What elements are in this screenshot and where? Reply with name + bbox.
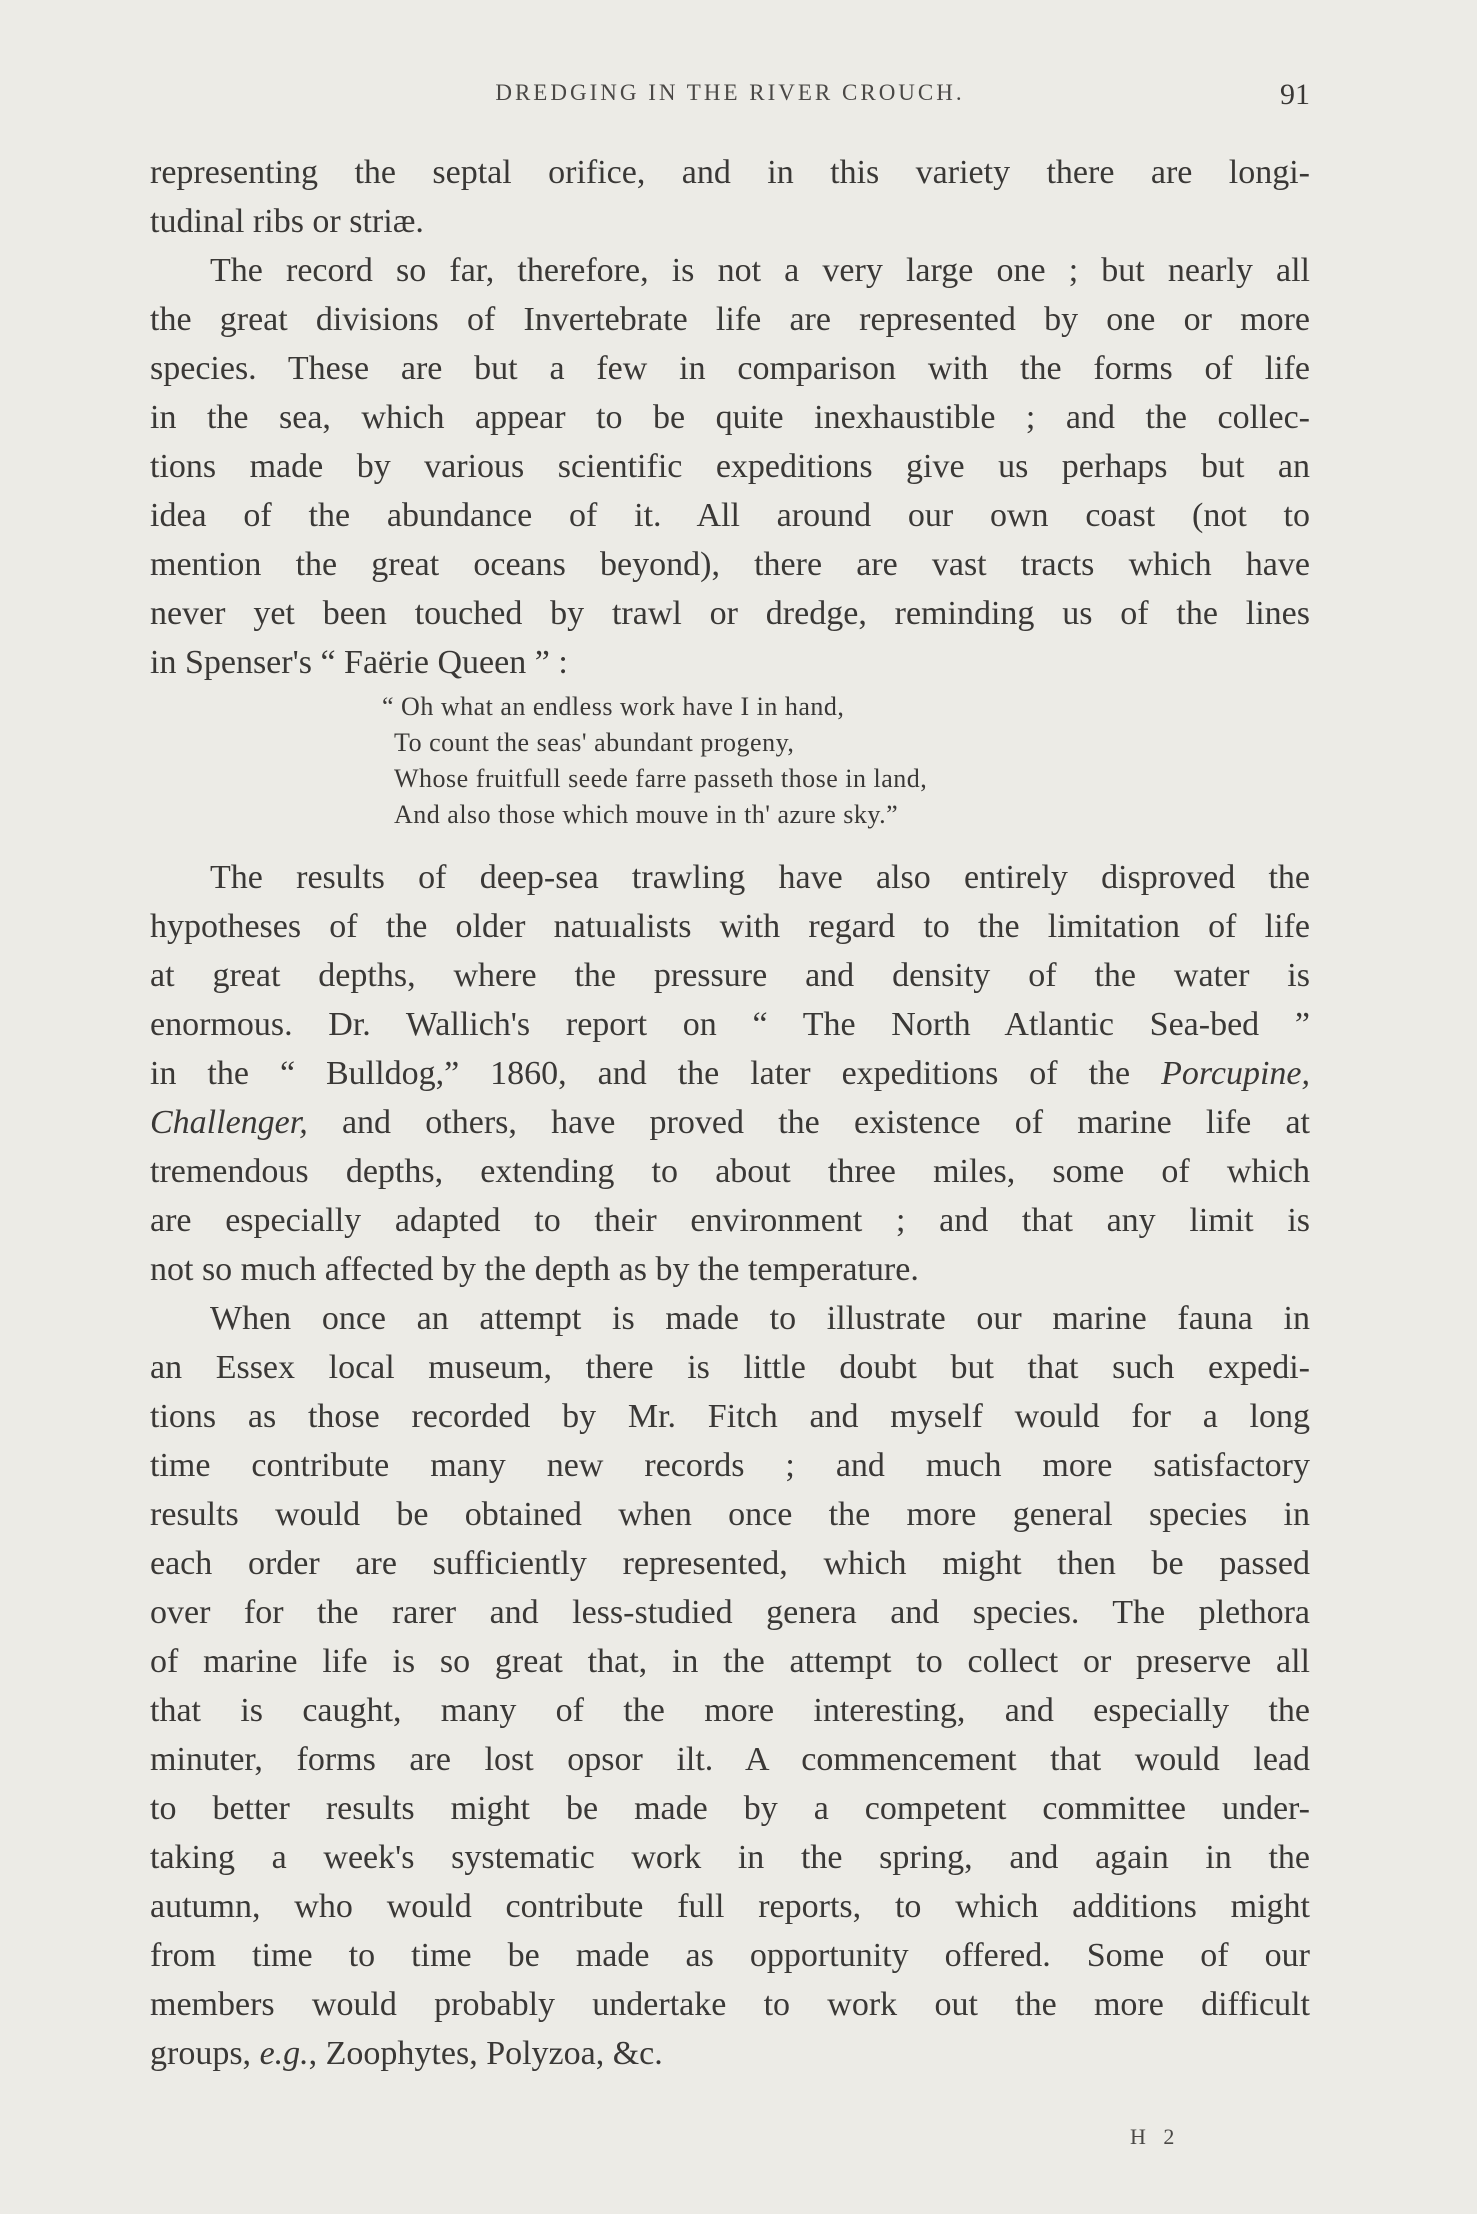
text-line: representing the septal orifice, and in this variety there are longi- xyxy=(150,154,1310,191)
running-head xyxy=(150,80,1310,120)
text-line: results would be obtained when once the more general species in xyxy=(150,1496,1310,1533)
text-line: hypotheses of the older natuıalists with regard to the limitation of life xyxy=(150,908,1310,945)
verse-line: To count the seas' abundant progeny, xyxy=(394,728,795,757)
text-line: The results of deep-sea trawling have also entirely disproved the xyxy=(210,859,1310,896)
signature-mark: H 2 xyxy=(1130,2124,1181,2149)
text-line: tremendous depths, extending to about three miles, some of which xyxy=(150,1153,1310,1190)
body-text xyxy=(150,148,1310,2078)
text-segment: groups, xyxy=(150,2035,260,2072)
text-line: that is caught, many of the more interesting, and especially the xyxy=(150,1692,1310,1729)
text-line: mention the great oceans beyond), there are vast tracts which have xyxy=(150,546,1310,583)
text-line: tions as those recorded by Mr. Fitch and myself would for a long xyxy=(150,1398,1310,1435)
text-line: in Spenser's “ Faërie Queen ” : xyxy=(150,644,568,681)
paragraph-1 xyxy=(150,148,1310,246)
text-segment: and others, have proved the existence of marine life at xyxy=(307,1104,1310,1141)
paragraph-3 xyxy=(150,853,1310,1294)
text-line: of marine life is so great that, in the attempt to collect or preserve all xyxy=(150,1643,1310,1680)
abbreviation-eg: e.g. xyxy=(259,2035,309,2072)
text-line: the great divisions of Invertebrate life are represented by one or more xyxy=(150,301,1310,338)
ship-name-porcupine: Porcupine, xyxy=(1161,1055,1310,1092)
text-line: tudinal ribs or striæ. xyxy=(150,203,424,240)
text-line: from time to time be made as opportunity offered. Some of our xyxy=(150,1937,1310,1974)
running-title: DREDGING IN THE RIVER CROUCH. xyxy=(495,80,965,105)
text-line: members would probably undertake to work out the more difficult xyxy=(150,1986,1310,2023)
text-line: The record so far, therefore, is not a very large one ; but nearly all xyxy=(210,252,1310,289)
text-line: taking a week's systematic work in the spring, and again in the xyxy=(150,1839,1310,1876)
text-line: autumn, who would contribute full reports, to which additions might xyxy=(150,1888,1310,1925)
ship-name-challenger: Challenger, xyxy=(150,1104,308,1141)
verse-quotation xyxy=(150,689,1310,833)
verse-line: And also those which mouve in th' azure sky.” xyxy=(394,800,899,829)
text-line: in the sea, which appear to be quite inexhaustible ; and the collec- xyxy=(150,399,1310,436)
text-segment: in the “ Bulldog,” 1860, and the later expeditions of the xyxy=(150,1055,1162,1092)
verse-line: Whose fruitfull seede farre passeth those in land, xyxy=(394,764,928,793)
text-line: minuter, forms are lost opsor ilt. A commencement that would lead xyxy=(150,1741,1310,1778)
text-line: idea of the abundance of it. All around our own coast (not to xyxy=(150,497,1310,534)
page-number: 91 xyxy=(1280,78,1310,111)
verse-line: “ Oh what an endless work have I in hand, xyxy=(382,692,845,721)
text-line: enormous. Dr. Wallich's report on “ The North Atlantic Sea-bed ” xyxy=(150,1006,1310,1043)
text-line xyxy=(150,2029,1310,2078)
paragraph-4 xyxy=(150,1294,1310,2078)
text-line: species. These are but a few in comparison with the forms of life xyxy=(150,350,1310,387)
text-line xyxy=(150,1098,1310,1147)
text-line: an Essex local museum, there is little doubt but that such expedi- xyxy=(150,1349,1310,1386)
text-line: not so much affected by the depth as by the temperature. xyxy=(150,1251,919,1288)
paragraph-2 xyxy=(150,246,1310,687)
text-line: to better results might be made by a competent committee under- xyxy=(150,1790,1310,1827)
text-line: over for the rarer and less-studied genera and species. The plethora xyxy=(150,1594,1310,1631)
text-line xyxy=(150,1049,1310,1098)
text-line: When once an attempt is made to illustrate our marine fauna in xyxy=(210,1300,1310,1337)
text-line: at great depths, where the pressure and density of the water is xyxy=(150,957,1310,994)
text-line: tions made by various scientific expeditions give us perhaps but an xyxy=(150,448,1310,485)
text-line: each order are sufficiently represented, which might then be passed xyxy=(150,1545,1310,1582)
text-segment: , Zoophytes, Polyzoa, &c. xyxy=(308,2035,663,2072)
text-line: never yet been touched by trawl or dredge, reminding us of the lines xyxy=(150,595,1310,632)
text-line: are especially adapted to their environment ; and that any limit is xyxy=(150,1202,1310,1239)
text-line: time contribute many new records ; and much more satisfactory xyxy=(150,1447,1310,1484)
